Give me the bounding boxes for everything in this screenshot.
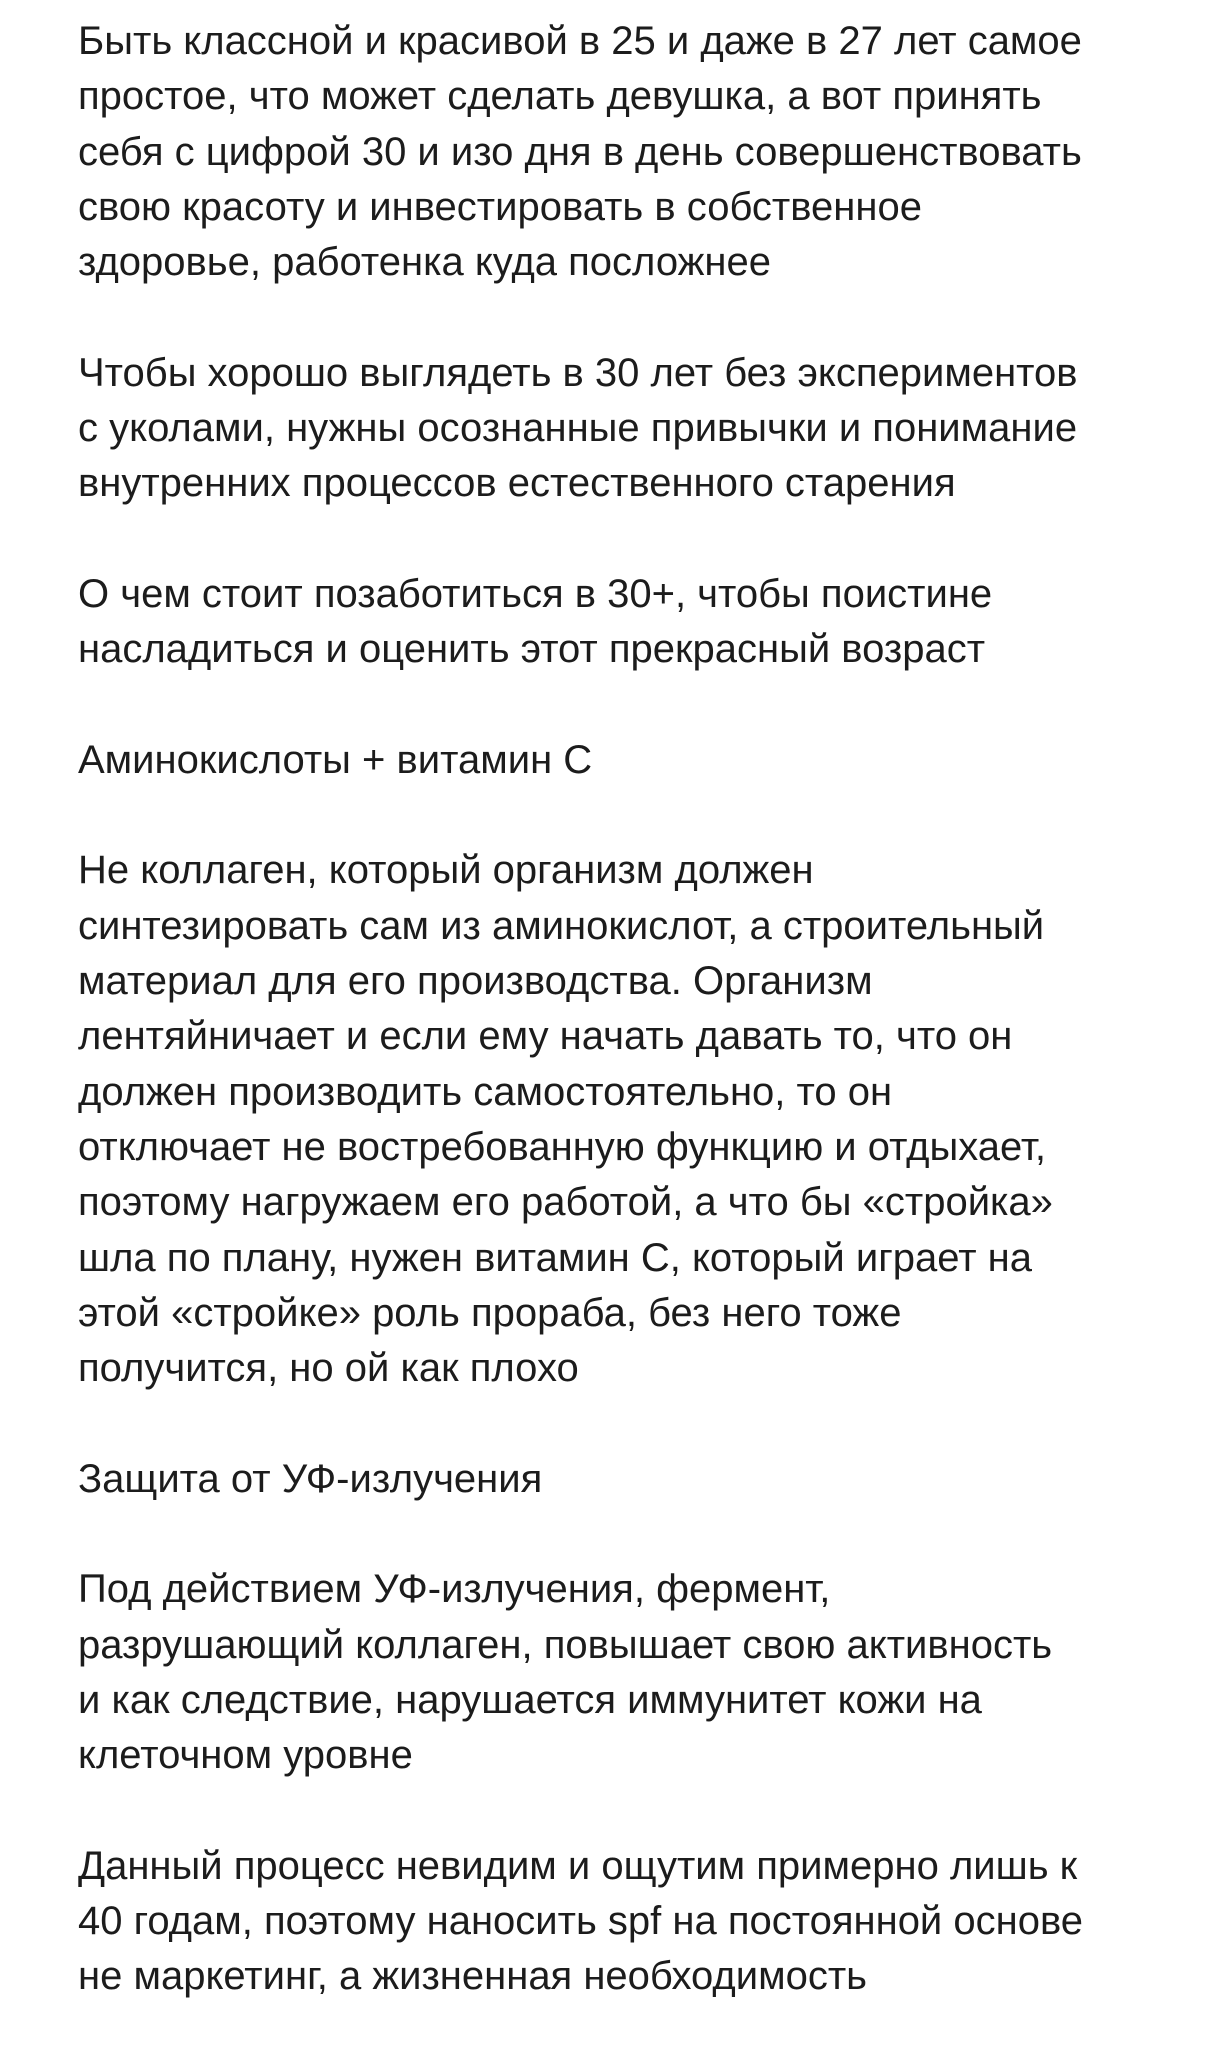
section-heading-amino-acids: Аминокислоты + витамин С (78, 737, 593, 782)
intro-paragraph: Быть классной и красивой в 25 и даже в 27 лет самое простое, что может сделать девушка, а вот принять себя с цифрой 30 и изо дня в день совершенствовать свою красоту и инвестировать в собственное здоровье, работенка куда посложнее (78, 19, 1082, 285)
section-heading-uv-protection: Защита от УФ-излучения (78, 1456, 543, 1501)
spf-paragraph: Данный процесс невидим и ощутим примерно лишь к 40 годам, поэтому наносить spf на постоянной основе не маркетинг, а жизненная необходимость (78, 1843, 1084, 1999)
question-paragraph: О чем стоит позаботиться в 30+, чтобы поистине насладиться и оценить этот прекрасный возраст (78, 571, 993, 672)
uv-effect-paragraph: Под действием УФ-излучения, фермент, разрушающий коллаген, повышает свою активность и как следствие, нарушается иммунитет кожи на клеточном уровне (78, 1567, 1053, 1778)
habits-paragraph: Чтобы хорошо выглядеть в 30 лет без экспериментов с уколами, нужны осознанные привычки и понимание внутренних процессов естественного старения (78, 350, 1078, 506)
amino-acids-paragraph: Не коллаген, который организм должен синтезировать сам из аминокислот, а строительный материал для его производства. Организм лентяйничает и если ему начать давать то, что он должен производить самостоятельно, то он отключает не востребованную функцию и отдыхает, поэтому нагружаем его работой, а что бы «стройка» шла по плану, нужен витамин С, который играет на этой «стройке» роль прораба, без него тоже получится, но ой как плохо (78, 848, 1053, 1391)
